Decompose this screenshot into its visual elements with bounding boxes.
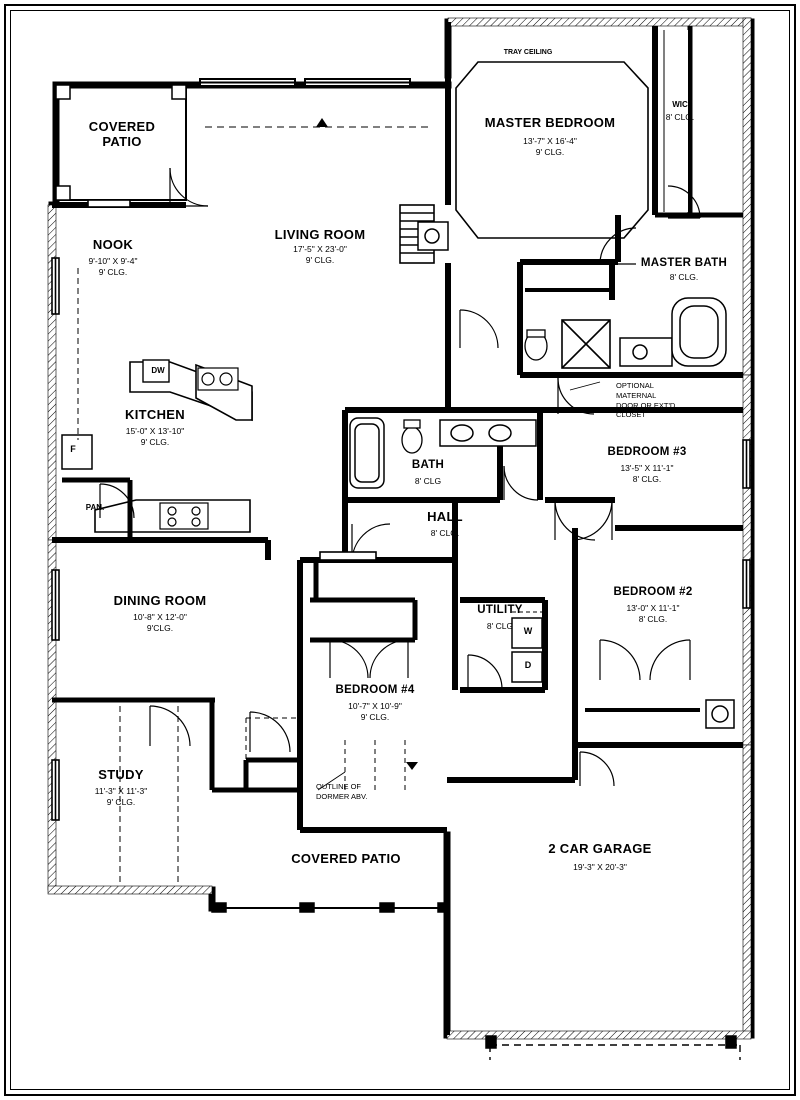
fixture-refrigerator xyxy=(66,444,80,454)
master-bath-name: MASTER BATH xyxy=(640,257,728,269)
study-name: STUDY xyxy=(98,767,144,782)
room-label-bath xyxy=(388,459,468,472)
annotation-tray-ceiling xyxy=(448,49,608,57)
fixture-dryer xyxy=(520,660,536,670)
room-label-nook xyxy=(58,238,168,253)
garage-dim-text: 19'-3" X 20'-3" xyxy=(573,862,627,872)
room-label-living-room xyxy=(220,228,420,243)
master-bedroom-dim-text: 13'-7" X 16'-4" xyxy=(523,136,577,146)
washer-label: W xyxy=(523,626,533,636)
master-bath-ceiling xyxy=(616,272,752,283)
master-bedroom-dims xyxy=(440,136,660,157)
hall-ceiling-text: 8' CLG. xyxy=(430,528,460,538)
dryer-label: D xyxy=(524,660,532,670)
bedroom-4-name: BEDROOM #4 xyxy=(335,684,415,696)
bath-name: BATH xyxy=(411,459,445,471)
bedroom-3-dims xyxy=(572,463,722,484)
dishwasher-label: DW xyxy=(151,366,165,375)
room-label-bedroom-4 xyxy=(305,684,445,697)
bedroom-3-dim-text: 13'-5" X 11'-1" xyxy=(620,463,674,473)
annotation-optional-maternal-door xyxy=(616,381,726,420)
room-label-master-bath xyxy=(616,257,752,270)
study-dim-text: 11'-3" X 11'-3" xyxy=(94,786,148,796)
room-label-covered-patio-front xyxy=(246,852,446,867)
room-label-kitchen xyxy=(85,408,225,423)
covered-patio-rear-line2: PATIO xyxy=(102,133,142,149)
wic-ceiling xyxy=(656,112,704,123)
living-room-name: LIVING ROOM xyxy=(274,227,366,242)
dormer-line1: OUTLINE OF xyxy=(316,782,362,791)
dining-room-ceiling: 9'CLG. xyxy=(146,622,174,633)
room-label-utility xyxy=(455,604,545,617)
living-room-dims xyxy=(220,244,420,265)
optional-line1: OPTIONAL xyxy=(616,381,654,390)
living-room-dim-text: 17'-5" X 23'-0" xyxy=(293,244,347,254)
bedroom-2-ceiling: 8' CLG. xyxy=(638,613,668,624)
kitchen-ceiling: 9' CLG. xyxy=(140,436,170,447)
tray-ceiling-text: TRAY CEILING xyxy=(503,49,553,56)
covered-patio-front-name: COVERED PATIO xyxy=(291,851,401,866)
bath-ceiling xyxy=(388,476,468,487)
room-label-pantry xyxy=(68,503,122,512)
wic-ceiling-text: 8' CLG. xyxy=(665,112,695,122)
bedroom-4-dims xyxy=(305,701,445,722)
utility-name: UTILITY xyxy=(477,604,523,616)
room-label-bedroom-2 xyxy=(578,586,728,599)
master-bedroom-ceiling: 9' CLG. xyxy=(535,146,565,157)
nook-ceiling: 9' CLG. xyxy=(98,266,128,277)
bedroom-2-dims xyxy=(578,603,728,624)
dining-room-dims xyxy=(60,612,260,633)
room-label-covered-patio-rear xyxy=(58,120,186,150)
fixture-dishwasher xyxy=(146,366,170,375)
nook-dims xyxy=(58,256,168,277)
annotation-dormer-outline xyxy=(316,782,412,802)
study-ceiling: 9' CLG. xyxy=(106,796,136,807)
room-label-wic xyxy=(660,100,700,109)
optional-line3: DOOR OR EXT'D xyxy=(616,400,676,410)
master-bedroom-name: MASTER BEDROOM xyxy=(484,115,616,130)
kitchen-name: KITCHEN xyxy=(125,407,185,422)
utility-ceiling-text: 8' CLG xyxy=(486,621,514,631)
room-label-dining-room xyxy=(60,594,260,609)
garage-dims xyxy=(500,862,700,873)
utility-ceiling xyxy=(455,621,545,632)
hall-ceiling xyxy=(400,528,490,539)
refrigerator-label: F xyxy=(70,444,76,454)
hall-name: HALL xyxy=(427,509,463,524)
room-label-bedroom-3 xyxy=(572,446,722,459)
bedroom-3-name: BEDROOM #3 xyxy=(607,446,687,458)
bedroom-3-ceiling: 8' CLG. xyxy=(632,473,662,484)
bedroom-4-ceiling: 9' CLG. xyxy=(360,711,390,722)
bedroom-4-dim-text: 10'-7" X 10'-9" xyxy=(348,701,402,711)
garage-name: 2 CAR GARAGE xyxy=(548,841,652,856)
kitchen-dim-text: 15'-0" X 13'-10" xyxy=(125,426,185,436)
bedroom-2-name: BEDROOM #2 xyxy=(613,586,693,598)
nook-dim-text: 9'-10" X 9'-4" xyxy=(88,256,138,266)
living-room-ceiling: 9' CLG. xyxy=(305,254,335,265)
room-label-master-bedroom xyxy=(440,116,660,131)
dining-room-name: DINING ROOM xyxy=(113,593,207,608)
pantry-name: PAN. xyxy=(85,503,105,512)
bedroom-2-dim-text: 13'-0" X 11'-1" xyxy=(626,603,680,613)
wic-name: WIC xyxy=(672,100,688,109)
covered-patio-rear-line1: COVERED xyxy=(88,119,156,134)
optional-line4: CLOSET xyxy=(616,410,647,420)
room-label-garage xyxy=(500,842,700,857)
dining-room-dim-text: 10'-8" X 12'-0" xyxy=(133,612,187,622)
bath-ceiling-text: 8' CLG xyxy=(414,476,442,486)
dormer-line2: DORMER ABV. xyxy=(316,791,368,801)
master-bath-ceiling-text: 8' CLG. xyxy=(669,272,699,282)
optional-line2: MATERNAL xyxy=(616,390,657,400)
study-dims xyxy=(58,786,184,807)
room-label-study xyxy=(58,768,184,783)
nook-name: NOOK xyxy=(92,237,134,252)
kitchen-dims xyxy=(85,426,225,447)
room-label-hall xyxy=(400,510,490,525)
